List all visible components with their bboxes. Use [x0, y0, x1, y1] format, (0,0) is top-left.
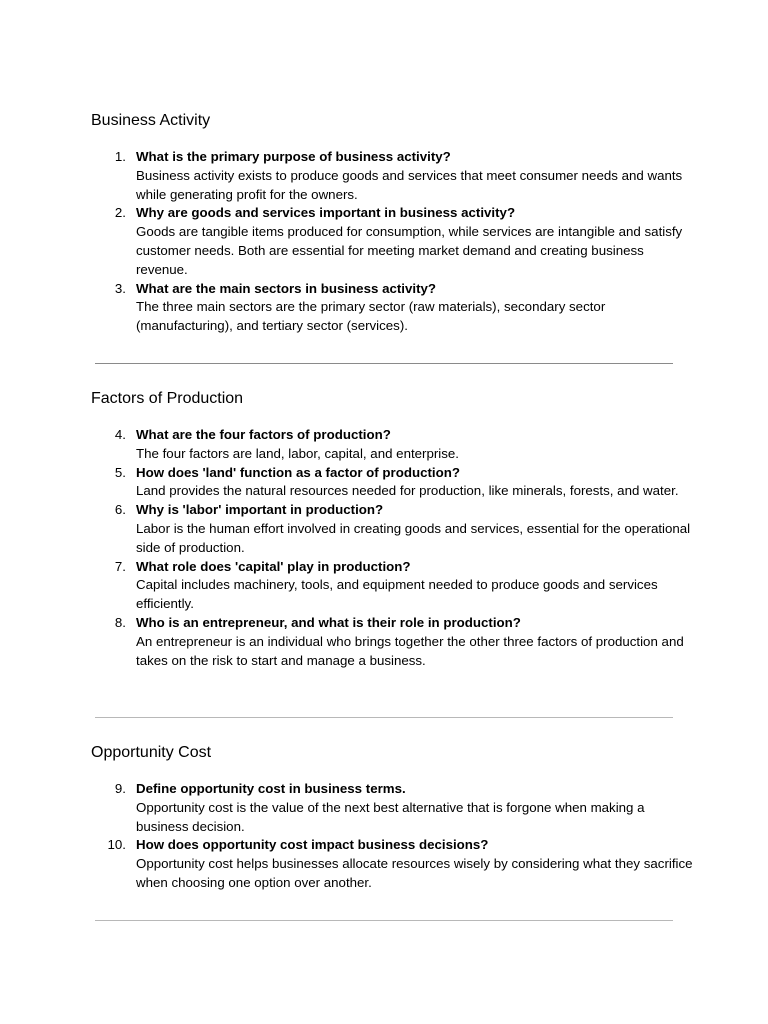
- answer-text: Labor is the human effort involved in creating goods and services, essential for the operational side of production.: [136, 520, 691, 555]
- question-text: What are the main sectors in business activity?: [136, 280, 437, 296]
- item-number: 2.: [114, 205, 126, 221]
- section-title-business-activity: Business Activity: [91, 112, 211, 129]
- item-number: 1.: [114, 149, 126, 164]
- answer-text: The three main sectors are the primary sector (raw materials), secondary sector (manufacturing), and tertiary sector (services).: [136, 299, 606, 334]
- question-text: What role does 'capital' play in production?: [136, 558, 411, 574]
- question-text: Why is 'labor' important in production?: [136, 502, 384, 518]
- item-number: 8.: [114, 614, 126, 630]
- question-text: How does opportunity cost impact business decisions?: [136, 837, 489, 853]
- answer-text: Business activity exists to produce goods and services that meet consumer needs and wants while generating profit for the owners.: [136, 167, 683, 202]
- item-number: 3.: [114, 280, 126, 296]
- question-text: What are the four factors of production?: [136, 427, 391, 442]
- qa-item: [114, 204, 696, 279]
- qa-list-opportunity-cost: [107, 780, 696, 893]
- item-number: 9.: [114, 781, 126, 796]
- qa-item: [114, 558, 696, 614]
- answer-text: An entrepreneur is an individual who brings together the other three factors of production and takes on the risk to start and manage a business.: [136, 633, 684, 668]
- qa-list-business-activity: [114, 148, 696, 336]
- qa-item: [114, 148, 696, 204]
- item-number: 4.: [114, 427, 126, 442]
- answer-text: Opportunity cost helps businesses allocate resources wisely by considering what they sacrifice when choosing one option over another.: [136, 856, 693, 890]
- item-number: 7.: [114, 558, 126, 574]
- qa-item: [114, 280, 696, 336]
- section-divider: [95, 717, 673, 718]
- item-number: 5.: [114, 464, 126, 480]
- item-number: 10.: [107, 837, 126, 853]
- answer-text: Capital includes machinery, tools, and equipment needed to produce goods and services efficiently.: [136, 577, 658, 612]
- answer-text: Opportunity cost is the value of the next best alternative that is forgone when making a business decision.: [136, 799, 645, 834]
- section-divider: [95, 920, 673, 921]
- qa-item: [114, 501, 696, 557]
- qa-list-factors-of-production: [114, 426, 696, 670]
- question-text: Define opportunity cost in business terms.: [136, 781, 406, 796]
- section-title-factors-of-production: Factors of Production: [91, 390, 244, 407]
- qa-item: [114, 614, 696, 670]
- qa-item: [114, 426, 696, 464]
- section-divider: [95, 363, 673, 364]
- question-text: What is the primary purpose of business activity?: [136, 149, 451, 164]
- question-text: How does 'land' function as a factor of production?: [136, 464, 460, 480]
- question-text: Why are goods and services important in business activity?: [136, 205, 516, 221]
- answer-text: Goods are tangible items produced for consumption, while services are intangible and satisfy customer needs. Both are essential for meeting market demand and creating business revenue.: [136, 224, 683, 277]
- qa-item: [107, 836, 696, 892]
- answer-text: Land provides the natural resources needed for production, like minerals, forests, and water.: [136, 483, 679, 499]
- section-title-opportunity-cost: Opportunity Cost: [91, 744, 212, 761]
- question-text: Who is an entrepreneur, and what is their role in production?: [136, 614, 521, 630]
- qa-item: [114, 464, 696, 502]
- answer-text: The four factors are land, labor, capital, and enterprise.: [136, 445, 460, 461]
- qa-item: [114, 780, 696, 836]
- item-number: 6.: [114, 502, 126, 518]
